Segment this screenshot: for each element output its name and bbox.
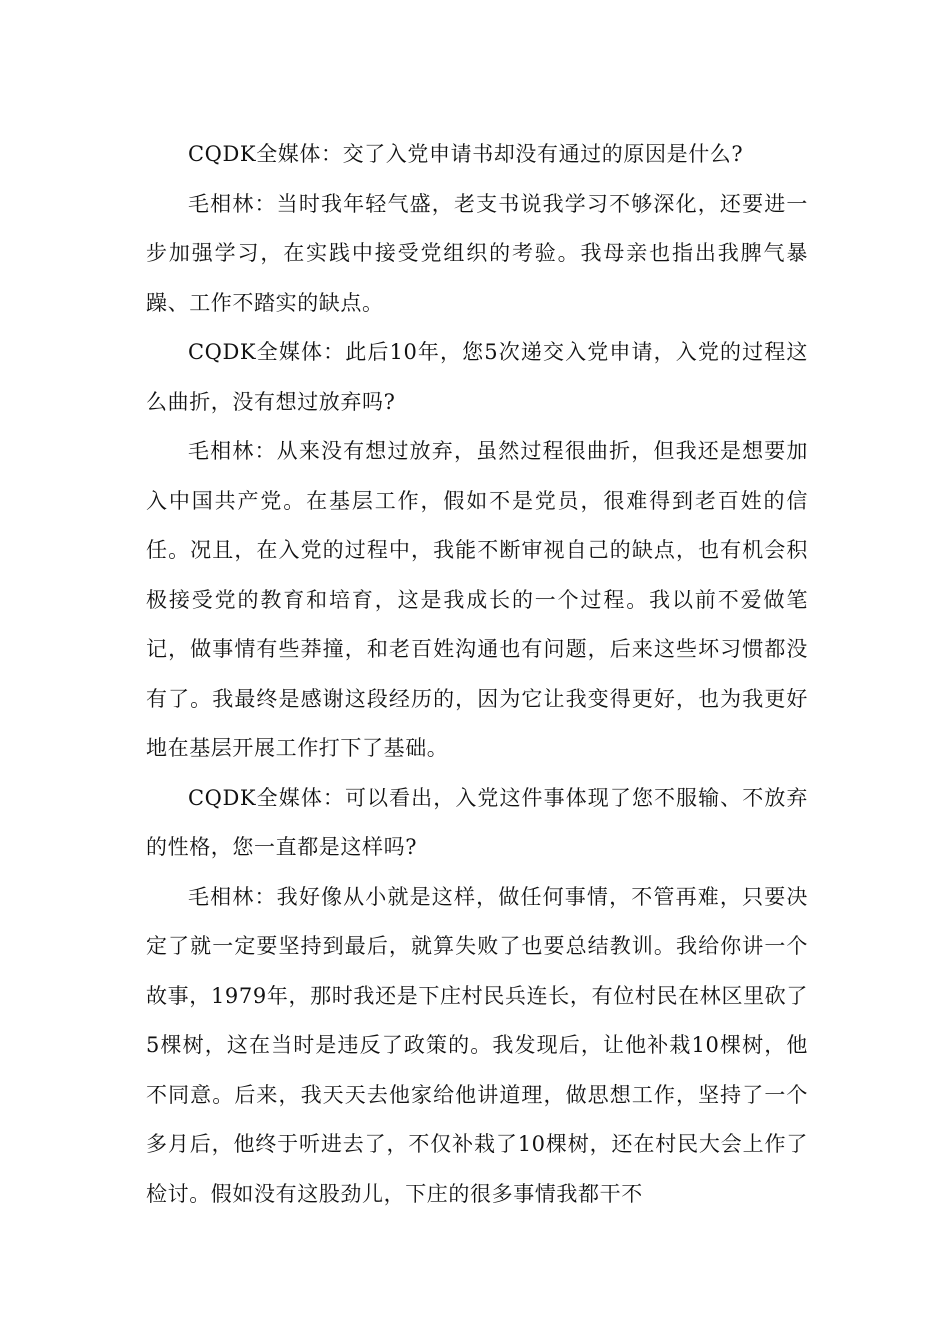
speaker-label: 毛相林： (188, 191, 277, 216)
paragraph-text: 从来没有想过放弃，虽然过程很曲折，但我还是想要加入中国共产党。在基层工作，假如不是党员，很难得到老百姓的信任。况且，在入党的过程中，我能不断审视自己的缺点，也有机会积极接受党的教育和培育，这是我成长的一个过程。我以前不爱做笔记，做事情有些莽撞，和老百姓沟通也有问题，后来这些坏习惯都没有了。我最终是感谢这段经历的，因为它让我变得更好，也为我更好地在基层开展工作打下了基础。 (146, 439, 808, 760)
paragraph-answer-3 (146, 873, 808, 1220)
paragraph-text: 当时我年轻气盛，老支书说我学习不够深化，还要进一步加强学习，在实践中接受党组织的考验。我母亲也指出我脾气暴躁、工作不踏实的缺点。 (146, 191, 808, 315)
paragraph-answer-1 (146, 180, 808, 329)
paragraph-question-2 (146, 328, 808, 427)
speaker-label: 毛相林： (188, 884, 277, 909)
speaker-label: 毛相林： (188, 439, 277, 463)
paragraph-text: 此后10年，您5次递交入党申请，入党的过程这么曲折，没有想过放弃吗? (146, 340, 809, 414)
paragraph-text: 交了入党申请书却没有通过的原因是什么? (342, 142, 744, 166)
speaker-label: CQDK全媒体： (188, 785, 345, 810)
paragraph-question-1 (146, 130, 808, 180)
paragraph-answer-2 (146, 427, 808, 774)
paragraph-text: 可以看出，入党这件事体现了您不服输、不放弃的性格，您一直都是这样吗? (146, 785, 808, 859)
speaker-label: CQDK全媒体： (188, 340, 346, 364)
speaker-label: CQDK全媒体： (188, 142, 343, 166)
paragraph-text: 我好像从小就是这样，做任何事情，不管再难，只要决定了就一定要坚持到最后，就算失败了也要总结教训。我给你讲一个故事，1979年，那时我还是下庄村民兵连长，有位村民在林区里砍了5棵树，这在当时是违反了政策的。我发现后，让他补栽10棵树，他不同意。后来，我天天去他家给他讲道理，做思想工作，坚持了一个多月后，他终于听进去了，不仅补栽了10棵树，还在村民大会上作了检讨。假如没有这股劲儿，下庄的很多事情我都干不 (146, 884, 808, 1206)
document-body (146, 130, 808, 1219)
paragraph-question-3 (146, 774, 808, 873)
